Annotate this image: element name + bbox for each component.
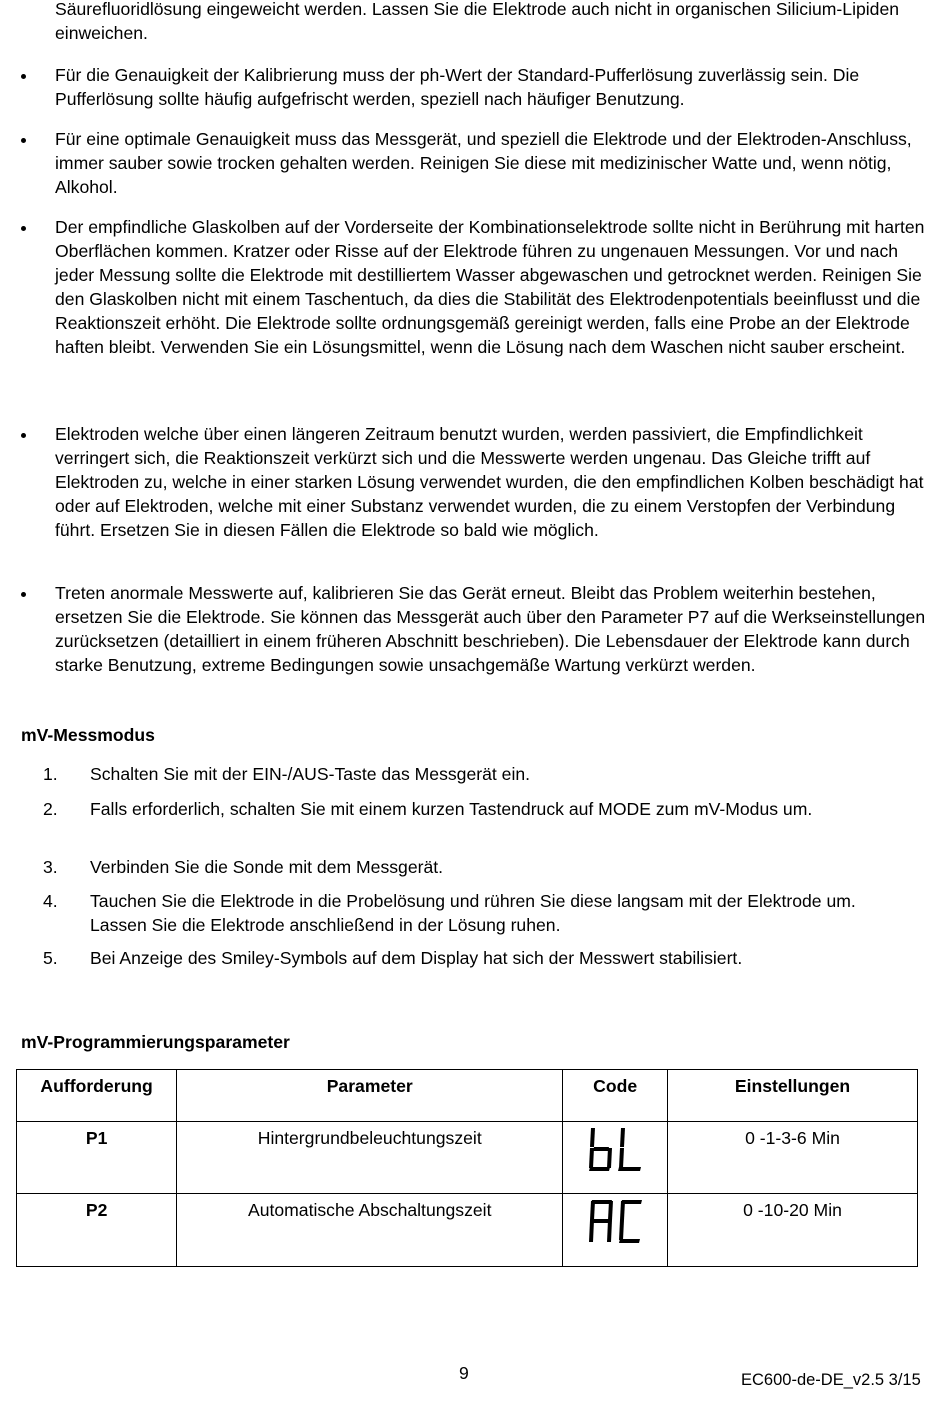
lcd-ac-icon [585,1198,645,1246]
section-heading-params: mV-Programmierungsparameter [21,1032,290,1052]
step-number: 1. [43,764,58,784]
bullet-text: Für eine optimale Genauigkeit muss das Messgerät, und speziell die Elektrode und der Elektroden-Anschluss, immer sauber sowie trocken gehalten werden. Reinigen Sie diese mit medizinischer Watte und, wenn nötig, Alkohol. [55,129,912,197]
step-text: Bei Anzeige des Smiley-Symbols auf dem Display hat sich der Messwert stabilisiert. [90,948,743,968]
bullet-text: Für die Genauigkeit der Kalibrierung muss der ph-Wert der Standard-Pufferlösung zuverlässig sein. Die Pufferlösung sollte häufig aufgefrischt werden, speziell nach häufiger Benutzung. [55,65,860,109]
parameter-table [16,1069,918,1267]
page-number: 9 [459,1363,469,1383]
settings-cell: 0 -10-20 Min [668,1194,918,1267]
step-text: Tauchen Sie die Elektrode in die Probelösung und rühren Sie diese langsam mit der Elektrode um. Lassen Sie die Elektrode anschließend in der Lösung ruhen. [90,891,856,935]
bullet-dot-icon [21,592,26,597]
step-number: 5. [43,948,58,968]
bullet-dot-icon [21,74,26,79]
bullet-item [55,581,935,677]
bullet-dot-icon [21,226,26,231]
section-heading-mv-mode: mV-Messmodus [21,725,155,745]
table-row [17,1194,918,1267]
settings-cell: 0 -1-3-6 Min [668,1122,918,1194]
step-number: 4. [43,891,58,911]
column-header: Parameter [177,1070,563,1122]
bullet-item [55,215,935,359]
bullet-text: Treten anormale Messwerte auf, kalibrieren Sie das Gerät erneut. Bleibt das Problem weiterhin bestehen, ersetzen Sie die Elektrode. Sie können das Messgerät auch über den Parameter P7 auf die Werkseinstellungen zurücksetzen (detailliert in einem früheren Abschnitt beschrieben). Die Lebensdauer der Elektrode kann durch starke Benutzung, extreme Bedingungen sowie unsachgemäße Wartung verkürzt werden. [55,583,926,675]
code-cell [563,1194,668,1267]
bullet-item [55,422,935,542]
bullet-text: Der empfindliche Glaskolben auf der Vorderseite der Kombinationselektrode sollte nicht in Berührung mit harten Oberflächen kommen. Kratzer oder Risse auf der Elektrode führen zu ungenauen Messungen. Vor und nach jeder Messung sollte die Elektrode mit destilliertem Wasser abgewaschen und getrocknet werden. Reinigen Sie den Glaskolben nicht mit einem Taschentuch, da dies die Stabilität des Elektrodenpotentials beeinflusst und die Reaktionszeit erhöht. Die Elektrode sollte ordnungsgemäß gereinigt werden, falls eine Probe an der Elektrode haften bleibt. Verwenden Sie ein Lösungsmittel, wenn die Lösung nach dem Waschen nicht sauber erscheint. [55,217,925,357]
step-number: 2. [43,799,58,819]
bullet-text: Elektroden welche über einen längeren Zeitraum benutzt wurden, werden passiviert, die Empfindlichkeit verringert sich, die Reaktionszeit verkürzt sich und die Messwerte werden ungenau. Das Gleiche trifft auf Elektroden zu, welche in einer starken Lösung verwendet wurden, die den empfindlichen Kolben beschädigt hat oder auf Elektroden, welche mit einer Substanz verwendet wurden, die zu einem Verstopfen der Verbindung führt. Ersetzen Sie in diesen Fällen die Elektrode so bald wie möglich. [55,424,924,540]
parameter-cell: Hintergrundbeleuchtungszeit [177,1122,563,1194]
step-text: Schalten Sie mit der EIN-/AUS-Taste das Messgerät ein. [90,764,531,784]
step-number: 3. [43,857,58,877]
lcd-bl-icon [585,1126,645,1174]
prompt-cell: P1 [17,1122,177,1194]
column-header: Code [563,1070,668,1122]
prompt-cell: P2 [17,1194,177,1267]
column-header: Einstellungen [668,1070,918,1122]
document-id: EC600-de-DE_v2.5 3/15 [741,1371,921,1389]
continuation-text: Säurefluoridlösung eingeweicht werden. Lassen Sie die Elektrode auch nicht in organischen Silicium-Lipiden einweichen. [55,0,900,43]
bullet-dot-icon [21,138,26,143]
table-header-row [17,1070,918,1122]
parameter-cell: Automatische Abschaltungszeit [177,1194,563,1267]
bullet-item [55,127,935,199]
table-row [17,1122,918,1194]
column-header: Aufforderung [17,1070,177,1122]
bullet-dot-icon [21,433,26,438]
code-cell [563,1122,668,1194]
bullet-item [55,63,935,111]
step-text: Falls erforderlich, schalten Sie mit einem kurzen Tastendruck auf MODE zum mV-Modus um. [90,799,813,819]
step-text: Verbinden Sie die Sonde mit dem Messgerät. [90,857,444,877]
